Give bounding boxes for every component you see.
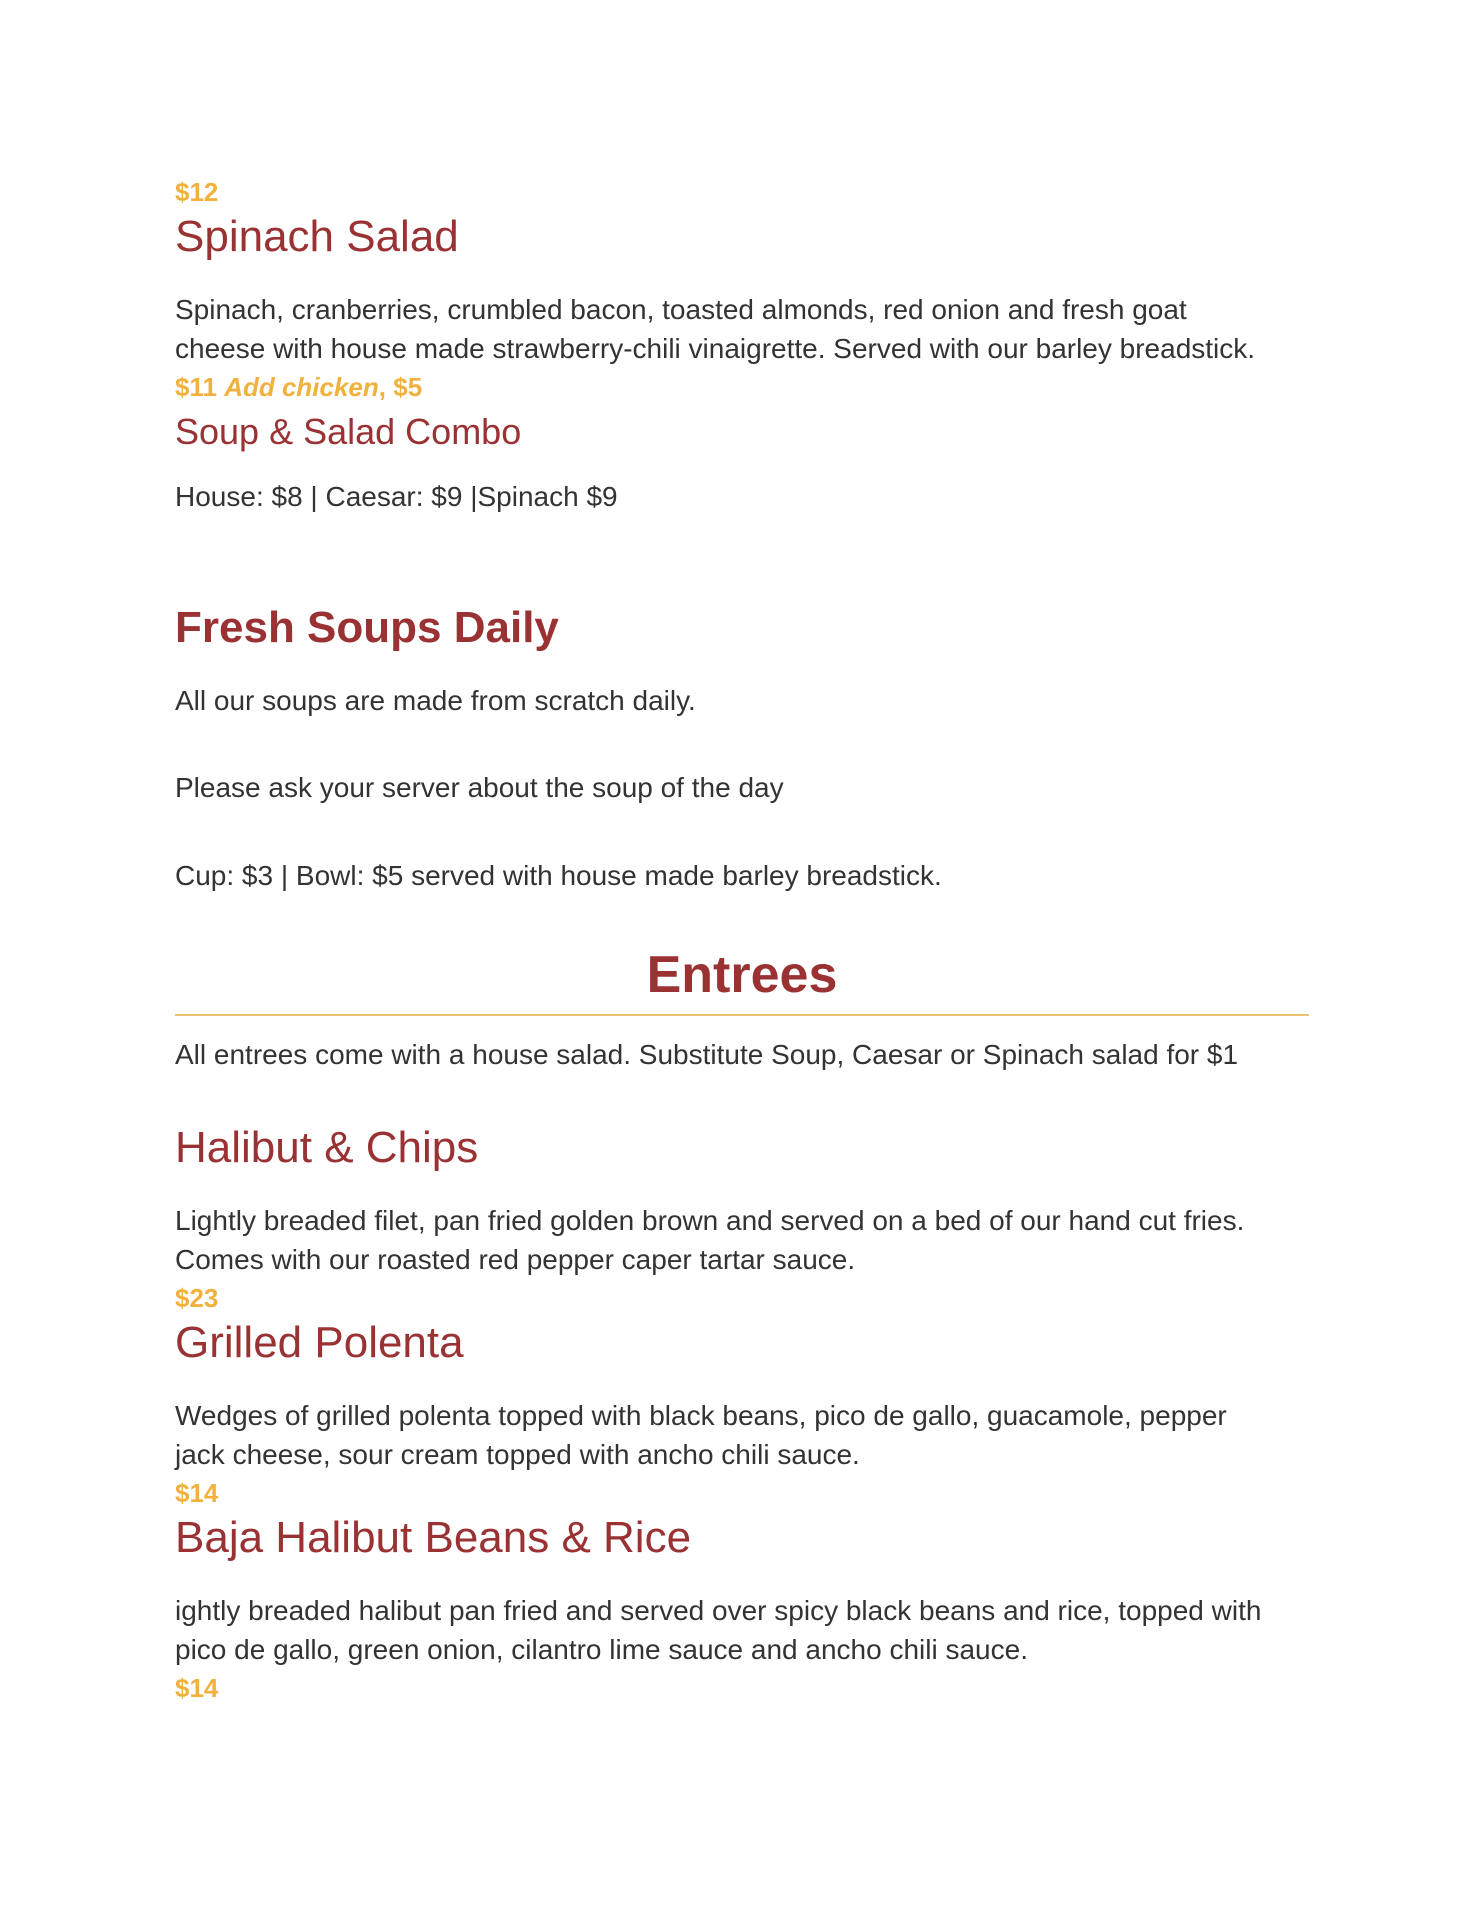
soups-line2: Please ask your server about the soup of the day <box>175 772 784 803</box>
baja-halibut-description-line1: ightly breaded halibut pan fried and served over spicy black beans and rice, topped with <box>175 1595 1262 1626</box>
spinach-salad-top-price: $12 <box>175 177 219 207</box>
entrees-divider <box>175 1014 1309 1016</box>
grilled-polenta-description-line1: Wedges of grilled polenta topped with black beans, pico de gallo, guacamole, pepper <box>175 1400 1227 1431</box>
baja-halibut-description <box>175 1591 1309 1669</box>
entrees-note: All entrees come with a house salad. Substitute Soup, Caesar or Spinach salad for $1 <box>175 1039 1239 1070</box>
grilled-polenta-title: Grilled Polenta <box>175 1318 464 1367</box>
halibut-chips-description-line1: Lightly breaded filet, pan fried golden brown and served on a bed of our hand cut fries. <box>175 1205 1245 1236</box>
soups-title: Fresh Soups Daily <box>175 603 559 652</box>
grilled-polenta-description-line2: jack cheese, sour cream topped with ancho chili sauce. <box>175 1439 860 1470</box>
add-chicken-price: , $5 <box>378 372 423 402</box>
soups-line1: All our soups are made from scratch daily. <box>175 685 696 716</box>
halibut-chips-description <box>175 1201 1309 1279</box>
halibut-chips-price: $23 <box>175 1283 219 1313</box>
grilled-polenta-price: $14 <box>175 1478 219 1508</box>
halibut-chips-description-line2: Comes with our roasted red pepper caper tartar sauce. <box>175 1244 856 1275</box>
baja-halibut-price: $14 <box>175 1673 219 1703</box>
halibut-chips-title: Halibut & Chips <box>175 1123 479 1172</box>
spinach-salad-title: Spinach Salad <box>175 212 459 261</box>
spinach-salad-description <box>175 290 1309 368</box>
menu-page <box>175 0 1309 1920</box>
soups-line3: Cup: $3 | Bowl: $5 served with house made barley breadstick. <box>175 860 942 891</box>
baja-halibut-title: Baja Halibut Beans & Rice <box>175 1513 692 1562</box>
spinach-salad-price: $11 <box>175 372 217 402</box>
spinach-salad-description-line2: cheese with house made strawberry-chili vinaigrette. Served with our barley breadstick. <box>175 333 1256 364</box>
combo-prices: House: $8 | Caesar: $9 |Spinach $9 <box>175 481 618 512</box>
spinach-salad-price-row <box>175 372 422 402</box>
spinach-salad-description-line1: Spinach, cranberries, crumbled bacon, toasted almonds, red onion and fresh goat <box>175 294 1187 325</box>
grilled-polenta-description <box>175 1396 1309 1474</box>
baja-halibut-description-line2: pico de gallo, green onion, cilantro lime sauce and ancho chili sauce. <box>175 1634 1028 1665</box>
add-chicken-label: Add chicken <box>224 372 379 402</box>
combo-title: Soup & Salad Combo <box>175 411 522 452</box>
entrees-title: Entrees <box>646 946 838 1004</box>
